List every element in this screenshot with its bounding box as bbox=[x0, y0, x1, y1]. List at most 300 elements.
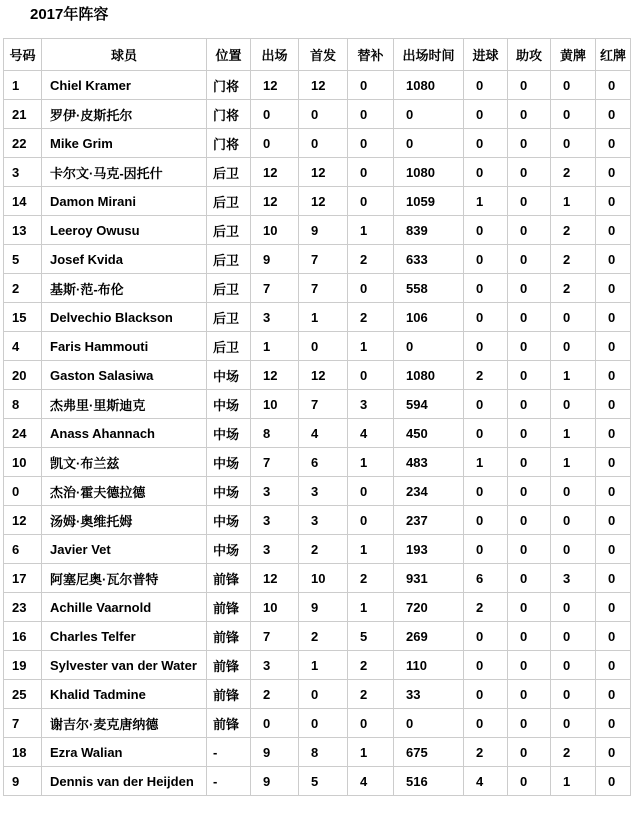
cell-goals: 2 bbox=[464, 593, 508, 622]
cell-minutes: 269 bbox=[394, 622, 464, 651]
cell-red: 0 bbox=[596, 709, 631, 738]
cell-starts: 7 bbox=[299, 390, 348, 419]
cell-appearances: 3 bbox=[251, 651, 299, 680]
cell-red: 0 bbox=[596, 564, 631, 593]
cell-minutes: 450 bbox=[394, 419, 464, 448]
cell-yellow: 0 bbox=[551, 593, 596, 622]
cell-player: Leeroy Owusu bbox=[42, 216, 207, 245]
cell-number: 7 bbox=[4, 709, 42, 738]
cell-subs: 0 bbox=[348, 187, 394, 216]
cell-assists: 0 bbox=[508, 158, 551, 187]
cell-subs: 1 bbox=[348, 448, 394, 477]
cell-minutes: 516 bbox=[394, 767, 464, 796]
cell-starts: 7 bbox=[299, 274, 348, 303]
cell-starts: 9 bbox=[299, 216, 348, 245]
cell-position: 后卫 bbox=[207, 332, 251, 361]
cell-appearances: 7 bbox=[251, 622, 299, 651]
table-row bbox=[4, 187, 631, 216]
cell-appearances: 8 bbox=[251, 419, 299, 448]
cell-goals: 0 bbox=[464, 506, 508, 535]
cell-minutes: 1080 bbox=[394, 71, 464, 100]
column-header-yellow: 黄牌 bbox=[551, 39, 596, 71]
cell-goals: 1 bbox=[464, 448, 508, 477]
cell-number: 10 bbox=[4, 448, 42, 477]
cell-yellow: 2 bbox=[551, 158, 596, 187]
cell-number: 23 bbox=[4, 593, 42, 622]
cell-yellow: 0 bbox=[551, 303, 596, 332]
cell-assists: 0 bbox=[508, 245, 551, 274]
cell-number: 4 bbox=[4, 332, 42, 361]
cell-minutes: 1059 bbox=[394, 187, 464, 216]
cell-minutes: 931 bbox=[394, 564, 464, 593]
cell-goals: 6 bbox=[464, 564, 508, 593]
cell-yellow: 1 bbox=[551, 448, 596, 477]
cell-player: Javier Vet bbox=[42, 535, 207, 564]
column-header-red: 红牌 bbox=[596, 39, 631, 71]
cell-minutes: 0 bbox=[394, 709, 464, 738]
cell-subs: 0 bbox=[348, 506, 394, 535]
cell-subs: 0 bbox=[348, 477, 394, 506]
cell-red: 0 bbox=[596, 738, 631, 767]
cell-number: 0 bbox=[4, 477, 42, 506]
cell-starts: 6 bbox=[299, 448, 348, 477]
cell-starts: 2 bbox=[299, 535, 348, 564]
cell-player: 杰弗里·里斯迪克 bbox=[42, 390, 207, 419]
cell-red: 0 bbox=[596, 767, 631, 796]
cell-red: 0 bbox=[596, 332, 631, 361]
cell-position: - bbox=[207, 738, 251, 767]
cell-appearances: 9 bbox=[251, 738, 299, 767]
cell-appearances: 12 bbox=[251, 71, 299, 100]
cell-subs: 1 bbox=[348, 332, 394, 361]
cell-appearances: 7 bbox=[251, 274, 299, 303]
cell-minutes: 720 bbox=[394, 593, 464, 622]
cell-goals: 0 bbox=[464, 535, 508, 564]
cell-goals: 0 bbox=[464, 651, 508, 680]
cell-player: Charles Telfer bbox=[42, 622, 207, 651]
table-row bbox=[4, 709, 631, 738]
cell-starts: 12 bbox=[299, 71, 348, 100]
cell-yellow: 0 bbox=[551, 622, 596, 651]
cell-appearances: 0 bbox=[251, 129, 299, 158]
cell-assists: 0 bbox=[508, 506, 551, 535]
table-row bbox=[4, 361, 631, 390]
cell-assists: 0 bbox=[508, 100, 551, 129]
cell-assists: 0 bbox=[508, 361, 551, 390]
cell-player: 汤姆·奥维托姆 bbox=[42, 506, 207, 535]
cell-position: 中场 bbox=[207, 448, 251, 477]
cell-goals: 0 bbox=[464, 680, 508, 709]
cell-assists: 0 bbox=[508, 767, 551, 796]
cell-yellow: 0 bbox=[551, 709, 596, 738]
cell-player: 凯文·布兰兹 bbox=[42, 448, 207, 477]
cell-position: 前锋 bbox=[207, 709, 251, 738]
cell-starts: 12 bbox=[299, 361, 348, 390]
cell-number: 18 bbox=[4, 738, 42, 767]
cell-appearances: 10 bbox=[251, 216, 299, 245]
cell-minutes: 110 bbox=[394, 651, 464, 680]
cell-red: 0 bbox=[596, 187, 631, 216]
cell-player: 基斯·范-布伦 bbox=[42, 274, 207, 303]
cell-red: 0 bbox=[596, 419, 631, 448]
cell-number: 17 bbox=[4, 564, 42, 593]
cell-appearances: 12 bbox=[251, 361, 299, 390]
cell-starts: 8 bbox=[299, 738, 348, 767]
column-header-number: 号码 bbox=[4, 39, 42, 71]
cell-minutes: 675 bbox=[394, 738, 464, 767]
cell-yellow: 0 bbox=[551, 390, 596, 419]
table-row bbox=[4, 303, 631, 332]
cell-subs: 5 bbox=[348, 622, 394, 651]
cell-subs: 1 bbox=[348, 738, 394, 767]
cell-yellow: 0 bbox=[551, 71, 596, 100]
cell-red: 0 bbox=[596, 303, 631, 332]
cell-number: 20 bbox=[4, 361, 42, 390]
cell-assists: 0 bbox=[508, 216, 551, 245]
column-header-player: 球员 bbox=[42, 39, 207, 71]
cell-minutes: 193 bbox=[394, 535, 464, 564]
table-row bbox=[4, 216, 631, 245]
cell-subs: 2 bbox=[348, 303, 394, 332]
table-row bbox=[4, 129, 631, 158]
cell-starts: 0 bbox=[299, 129, 348, 158]
cell-subs: 4 bbox=[348, 767, 394, 796]
cell-position: 前锋 bbox=[207, 651, 251, 680]
cell-goals: 0 bbox=[464, 477, 508, 506]
cell-number: 8 bbox=[4, 390, 42, 419]
cell-appearances: 9 bbox=[251, 767, 299, 796]
cell-assists: 0 bbox=[508, 593, 551, 622]
cell-yellow: 1 bbox=[551, 767, 596, 796]
cell-player: Sylvester van der Water bbox=[42, 651, 207, 680]
cell-player: Damon Mirani bbox=[42, 187, 207, 216]
cell-appearances: 12 bbox=[251, 158, 299, 187]
cell-goals: 0 bbox=[464, 129, 508, 158]
cell-assists: 0 bbox=[508, 680, 551, 709]
cell-position: 前锋 bbox=[207, 564, 251, 593]
cell-goals: 0 bbox=[464, 390, 508, 419]
cell-player: Gaston Salasiwa bbox=[42, 361, 207, 390]
table-row bbox=[4, 651, 631, 680]
cell-red: 0 bbox=[596, 477, 631, 506]
cell-goals: 0 bbox=[464, 216, 508, 245]
cell-position: 中场 bbox=[207, 390, 251, 419]
cell-position: 后卫 bbox=[207, 158, 251, 187]
cell-position: 中场 bbox=[207, 477, 251, 506]
cell-minutes: 106 bbox=[394, 303, 464, 332]
cell-subs: 0 bbox=[348, 71, 394, 100]
cell-assists: 0 bbox=[508, 71, 551, 100]
cell-position: 后卫 bbox=[207, 303, 251, 332]
cell-position: 前锋 bbox=[207, 593, 251, 622]
cell-subs: 3 bbox=[348, 390, 394, 419]
cell-yellow: 0 bbox=[551, 129, 596, 158]
cell-red: 0 bbox=[596, 129, 631, 158]
table-row bbox=[4, 419, 631, 448]
cell-yellow: 0 bbox=[551, 100, 596, 129]
cell-number: 2 bbox=[4, 274, 42, 303]
cell-red: 0 bbox=[596, 245, 631, 274]
cell-subs: 1 bbox=[348, 216, 394, 245]
cell-red: 0 bbox=[596, 651, 631, 680]
table-row bbox=[4, 71, 631, 100]
column-header-subs: 替补 bbox=[348, 39, 394, 71]
column-header-starts: 首发 bbox=[299, 39, 348, 71]
cell-red: 0 bbox=[596, 274, 631, 303]
cell-subs: 2 bbox=[348, 245, 394, 274]
cell-subs: 0 bbox=[348, 361, 394, 390]
cell-goals: 0 bbox=[464, 709, 508, 738]
cell-minutes: 594 bbox=[394, 390, 464, 419]
cell-minutes: 234 bbox=[394, 477, 464, 506]
cell-starts: 1 bbox=[299, 651, 348, 680]
cell-red: 0 bbox=[596, 100, 631, 129]
cell-assists: 0 bbox=[508, 651, 551, 680]
table-row bbox=[4, 158, 631, 187]
cell-goals: 2 bbox=[464, 361, 508, 390]
cell-minutes: 0 bbox=[394, 332, 464, 361]
table-row bbox=[4, 506, 631, 535]
cell-appearances: 10 bbox=[251, 593, 299, 622]
cell-starts: 5 bbox=[299, 767, 348, 796]
cell-subs: 2 bbox=[348, 564, 394, 593]
cell-assists: 0 bbox=[508, 129, 551, 158]
page-title: 2017年阵容 bbox=[30, 6, 109, 23]
cell-player: Khalid Tadmine bbox=[42, 680, 207, 709]
column-header-minutes: 出场时间 bbox=[394, 39, 464, 71]
cell-assists: 0 bbox=[508, 332, 551, 361]
table-row bbox=[4, 100, 631, 129]
table-row bbox=[4, 390, 631, 419]
cell-starts: 3 bbox=[299, 506, 348, 535]
cell-appearances: 12 bbox=[251, 187, 299, 216]
cell-starts: 9 bbox=[299, 593, 348, 622]
cell-assists: 0 bbox=[508, 303, 551, 332]
cell-number: 13 bbox=[4, 216, 42, 245]
cell-position: 门将 bbox=[207, 100, 251, 129]
cell-starts: 2 bbox=[299, 622, 348, 651]
cell-red: 0 bbox=[596, 71, 631, 100]
cell-player: Delvechio Blackson bbox=[42, 303, 207, 332]
cell-minutes: 0 bbox=[394, 100, 464, 129]
column-header-goals: 进球 bbox=[464, 39, 508, 71]
table-row bbox=[4, 767, 631, 796]
table-row bbox=[4, 622, 631, 651]
cell-goals: 0 bbox=[464, 622, 508, 651]
cell-starts: 0 bbox=[299, 680, 348, 709]
cell-number: 22 bbox=[4, 129, 42, 158]
cell-goals: 2 bbox=[464, 738, 508, 767]
cell-yellow: 3 bbox=[551, 564, 596, 593]
cell-player: 阿塞尼奥·瓦尔普特 bbox=[42, 564, 207, 593]
cell-assists: 0 bbox=[508, 390, 551, 419]
cell-goals: 0 bbox=[464, 100, 508, 129]
cell-number: 12 bbox=[4, 506, 42, 535]
cell-position: 门将 bbox=[207, 129, 251, 158]
cell-subs: 0 bbox=[348, 158, 394, 187]
cell-number: 5 bbox=[4, 245, 42, 274]
cell-position: 前锋 bbox=[207, 680, 251, 709]
cell-player: 谢吉尔·麦克唐纳德 bbox=[42, 709, 207, 738]
cell-goals: 1 bbox=[464, 187, 508, 216]
cell-minutes: 558 bbox=[394, 274, 464, 303]
cell-starts: 12 bbox=[299, 158, 348, 187]
cell-number: 21 bbox=[4, 100, 42, 129]
table-row bbox=[4, 332, 631, 361]
squad-table bbox=[3, 38, 631, 796]
column-header-appearances: 出场 bbox=[251, 39, 299, 71]
table-header-row bbox=[4, 39, 631, 71]
cell-starts: 0 bbox=[299, 100, 348, 129]
cell-appearances: 2 bbox=[251, 680, 299, 709]
table-row bbox=[4, 245, 631, 274]
cell-subs: 0 bbox=[348, 274, 394, 303]
cell-appearances: 12 bbox=[251, 564, 299, 593]
cell-yellow: 0 bbox=[551, 651, 596, 680]
cell-minutes: 633 bbox=[394, 245, 464, 274]
cell-number: 3 bbox=[4, 158, 42, 187]
cell-minutes: 839 bbox=[394, 216, 464, 245]
cell-subs: 0 bbox=[348, 709, 394, 738]
cell-assists: 0 bbox=[508, 709, 551, 738]
cell-player: 卡尔文·马克-因托什 bbox=[42, 158, 207, 187]
cell-player: Achille Vaarnold bbox=[42, 593, 207, 622]
cell-minutes: 0 bbox=[394, 129, 464, 158]
cell-assists: 0 bbox=[508, 419, 551, 448]
cell-yellow: 2 bbox=[551, 274, 596, 303]
cell-subs: 2 bbox=[348, 680, 394, 709]
cell-assists: 0 bbox=[508, 738, 551, 767]
table-body bbox=[4, 71, 631, 796]
cell-minutes: 1080 bbox=[394, 361, 464, 390]
cell-red: 0 bbox=[596, 506, 631, 535]
table-row bbox=[4, 477, 631, 506]
cell-yellow: 1 bbox=[551, 361, 596, 390]
cell-starts: 1 bbox=[299, 303, 348, 332]
cell-yellow: 0 bbox=[551, 680, 596, 709]
table-row bbox=[4, 564, 631, 593]
cell-goals: 0 bbox=[464, 303, 508, 332]
cell-yellow: 2 bbox=[551, 245, 596, 274]
cell-red: 0 bbox=[596, 390, 631, 419]
cell-number: 9 bbox=[4, 767, 42, 796]
cell-goals: 0 bbox=[464, 71, 508, 100]
cell-assists: 0 bbox=[508, 477, 551, 506]
cell-goals: 0 bbox=[464, 274, 508, 303]
cell-starts: 0 bbox=[299, 332, 348, 361]
cell-subs: 1 bbox=[348, 593, 394, 622]
cell-starts: 12 bbox=[299, 187, 348, 216]
cell-subs: 2 bbox=[348, 651, 394, 680]
cell-goals: 0 bbox=[464, 245, 508, 274]
cell-minutes: 483 bbox=[394, 448, 464, 477]
cell-goals: 0 bbox=[464, 158, 508, 187]
cell-minutes: 33 bbox=[394, 680, 464, 709]
cell-assists: 0 bbox=[508, 622, 551, 651]
cell-player: Faris Hammouti bbox=[42, 332, 207, 361]
cell-number: 1 bbox=[4, 71, 42, 100]
cell-appearances: 1 bbox=[251, 332, 299, 361]
cell-position: 中场 bbox=[207, 506, 251, 535]
cell-appearances: 10 bbox=[251, 390, 299, 419]
table-row bbox=[4, 274, 631, 303]
cell-number: 19 bbox=[4, 651, 42, 680]
cell-red: 0 bbox=[596, 593, 631, 622]
cell-player: Chiel Kramer bbox=[42, 71, 207, 100]
cell-appearances: 0 bbox=[251, 100, 299, 129]
cell-position: 中场 bbox=[207, 419, 251, 448]
cell-position: - bbox=[207, 767, 251, 796]
cell-position: 中场 bbox=[207, 361, 251, 390]
cell-starts: 0 bbox=[299, 709, 348, 738]
table-row bbox=[4, 680, 631, 709]
cell-yellow: 0 bbox=[551, 332, 596, 361]
cell-number: 14 bbox=[4, 187, 42, 216]
cell-red: 0 bbox=[596, 622, 631, 651]
cell-red: 0 bbox=[596, 158, 631, 187]
cell-appearances: 7 bbox=[251, 448, 299, 477]
cell-player: Josef Kvida bbox=[42, 245, 207, 274]
cell-red: 0 bbox=[596, 448, 631, 477]
cell-yellow: 1 bbox=[551, 419, 596, 448]
cell-player: Dennis van der Heijden bbox=[42, 767, 207, 796]
cell-appearances: 3 bbox=[251, 477, 299, 506]
cell-red: 0 bbox=[596, 361, 631, 390]
cell-position: 后卫 bbox=[207, 216, 251, 245]
column-header-assists: 助攻 bbox=[508, 39, 551, 71]
cell-appearances: 3 bbox=[251, 535, 299, 564]
cell-subs: 0 bbox=[348, 100, 394, 129]
cell-player: 罗伊·皮斯托尔 bbox=[42, 100, 207, 129]
cell-position: 后卫 bbox=[207, 245, 251, 274]
cell-assists: 0 bbox=[508, 535, 551, 564]
cell-appearances: 3 bbox=[251, 303, 299, 332]
cell-yellow: 0 bbox=[551, 535, 596, 564]
cell-subs: 1 bbox=[348, 535, 394, 564]
cell-number: 15 bbox=[4, 303, 42, 332]
cell-yellow: 1 bbox=[551, 187, 596, 216]
cell-number: 25 bbox=[4, 680, 42, 709]
cell-player: Anass Ahannach bbox=[42, 419, 207, 448]
cell-yellow: 2 bbox=[551, 738, 596, 767]
cell-player: Mike Grim bbox=[42, 129, 207, 158]
cell-assists: 0 bbox=[508, 564, 551, 593]
table-row bbox=[4, 738, 631, 767]
cell-subs: 4 bbox=[348, 419, 394, 448]
cell-position: 中场 bbox=[207, 535, 251, 564]
cell-minutes: 1080 bbox=[394, 158, 464, 187]
cell-starts: 3 bbox=[299, 477, 348, 506]
cell-red: 0 bbox=[596, 216, 631, 245]
cell-goals: 4 bbox=[464, 767, 508, 796]
cell-position: 前锋 bbox=[207, 622, 251, 651]
cell-appearances: 0 bbox=[251, 709, 299, 738]
cell-player: Ezra Walian bbox=[42, 738, 207, 767]
cell-position: 后卫 bbox=[207, 274, 251, 303]
cell-appearances: 9 bbox=[251, 245, 299, 274]
cell-yellow: 0 bbox=[551, 477, 596, 506]
cell-goals: 0 bbox=[464, 332, 508, 361]
cell-yellow: 2 bbox=[551, 216, 596, 245]
cell-yellow: 0 bbox=[551, 506, 596, 535]
cell-red: 0 bbox=[596, 680, 631, 709]
cell-subs: 0 bbox=[348, 129, 394, 158]
cell-assists: 0 bbox=[508, 187, 551, 216]
cell-position: 后卫 bbox=[207, 187, 251, 216]
cell-number: 24 bbox=[4, 419, 42, 448]
table-row bbox=[4, 593, 631, 622]
cell-starts: 7 bbox=[299, 245, 348, 274]
